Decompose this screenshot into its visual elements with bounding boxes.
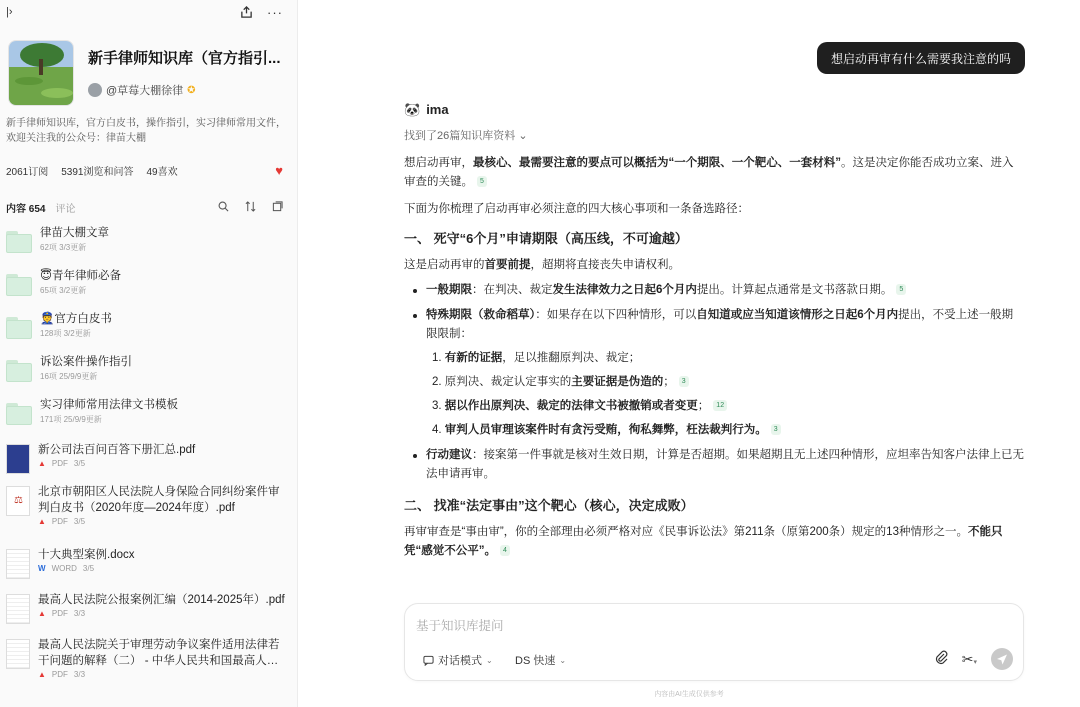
text-bold: 不能只凭“感觉不公平”。 xyxy=(404,526,1003,557)
kb-author[interactable] xyxy=(88,82,289,98)
numbered-list xyxy=(426,349,1024,440)
list-item-folder[interactable] xyxy=(0,311,297,354)
search-icon[interactable] xyxy=(218,201,229,215)
sources-toggle[interactable] xyxy=(404,127,1024,146)
chevron-down-icon: ⌄ xyxy=(518,130,528,142)
section-heading: 二、 找准“法定事由”这个靶心（核心，决定成败） xyxy=(404,498,694,513)
text-bold: 审判人员审理该案件时有贪污受贿，徇私舞弊，枉法裁判行为。 xyxy=(444,424,767,436)
list-item-file[interactable] xyxy=(0,547,297,592)
folder-icon xyxy=(6,317,32,339)
text: ：接案第一件事就是核对生效日期，计算是否超期。如果超期且无上述四种情形，应坦率告知客户法律上已无法申请再审。 xyxy=(426,449,1024,480)
item-title: 诉讼案件操作指引 xyxy=(40,356,132,368)
kb-stats xyxy=(0,146,297,178)
item-title: 北京市朝阳区人民法院人身保险合同纠纷案件审判白皮书（2020年度—2024年度）.pdf xyxy=(38,486,280,514)
kb-description: 新手律师知识库，官方白皮书，操作指引，实习律师常用文件，欢迎关注我的公众号：律苗大棚 xyxy=(6,118,286,144)
bullet-item xyxy=(404,306,1024,440)
text: 。这是决定你能否成功立案、进入审查的关键。 xyxy=(404,157,1014,188)
list-item-folder[interactable] xyxy=(0,397,297,442)
folder-icon xyxy=(6,274,32,296)
more-icon[interactable]: ··· xyxy=(267,4,283,20)
answer-paragraph xyxy=(404,523,1024,561)
send-icon xyxy=(996,653,1008,665)
list-item-file[interactable] xyxy=(0,592,297,637)
scissors-icon[interactable]: ✂▾ xyxy=(961,650,977,667)
chevron-down-icon: ⌄ xyxy=(486,655,493,665)
sort-icon[interactable] xyxy=(245,201,256,215)
text: ，超期将直接丧失申请权利。 xyxy=(530,259,680,271)
sidebar xyxy=(0,0,298,707)
bullet-list xyxy=(404,281,1024,484)
subscriber-count: 2061订阅 xyxy=(6,167,49,178)
text-bold: 一般期限 xyxy=(426,284,472,296)
citation-badge[interactable]: 3 xyxy=(679,376,689,387)
text: ：在判决、裁定 xyxy=(472,284,553,296)
list-item-file[interactable] xyxy=(0,442,297,484)
author-name: @草莓大棚徐律 xyxy=(106,85,184,97)
pdf-icon: ▲ xyxy=(38,609,46,618)
text-bold: 据以作出原判决、裁定的法律文书被撤销或者变更 xyxy=(444,400,698,412)
text: ； xyxy=(663,376,675,388)
text: ，足以推翻原判决、裁定； xyxy=(502,352,641,364)
verified-badge-icon: ✪ xyxy=(187,84,196,96)
tab-content[interactable]: 内容 654 xyxy=(6,204,46,215)
bot-name: ima xyxy=(426,102,449,117)
ai-disclaimer: 内容由AI生成仅供参考 xyxy=(654,691,724,698)
bot-header xyxy=(404,100,1024,119)
pdf-thumbnail xyxy=(6,594,30,624)
chevron-down-icon: ⌄ xyxy=(559,655,567,665)
text: 这是启动再审的 xyxy=(404,259,485,271)
author-avatar xyxy=(88,83,102,97)
pdf-icon: ▲ xyxy=(38,459,46,468)
item-title: 最高人民法院关于审理劳动争议案件适用法律若干问题的解释（二） - 中华人民共和国最高人民 xyxy=(38,639,280,667)
sidebar-topbar xyxy=(0,0,297,24)
text: 2. 原判决、裁定认定事实的 xyxy=(432,376,572,388)
sources-count: 找到了26篇知识库资料 xyxy=(404,130,516,142)
bullet-item xyxy=(404,446,1024,484)
answer-paragraph xyxy=(404,256,1024,275)
answer-paragraph xyxy=(404,154,1024,192)
item-title: 律苗大棚文章 xyxy=(40,227,109,239)
heart-icon[interactable]: ♥ xyxy=(275,163,283,178)
item-type: PDF xyxy=(51,517,68,526)
attachment-icon[interactable] xyxy=(934,649,948,670)
model-label: DS 快速 xyxy=(515,655,556,667)
kb-cover-image xyxy=(8,40,74,106)
item-type: PDF xyxy=(51,459,68,468)
list-item-folder[interactable] xyxy=(0,268,297,311)
list-item xyxy=(432,373,1024,392)
panda-icon: 🐼 xyxy=(404,102,421,117)
folder-icon xyxy=(6,403,32,425)
text: 提出，不受上述一般期限限制： xyxy=(426,309,1014,340)
list-item xyxy=(432,349,1024,368)
text-bold: 最核心、最需要注意的要点可以概括为“一个期限、一个靶心、一套材料” xyxy=(473,157,841,169)
collapse-sidebar-icon[interactable]: |› xyxy=(6,6,13,18)
item-meta: 3/5 xyxy=(73,459,86,468)
text: 3. xyxy=(432,400,445,412)
pdf-thumbnail: ⚖ xyxy=(6,486,30,516)
text: 4. xyxy=(432,424,445,436)
text: 想启动再审， xyxy=(404,157,473,169)
citation-badge[interactable]: 4 xyxy=(500,545,510,556)
question-input-box[interactable] xyxy=(404,603,1024,681)
item-title: 十大典型案例.docx xyxy=(38,549,135,561)
text: 再审审查是“事由审”，你的全部理由必须严格对应《民事诉讼法》第211条（原第200条）规定的13种情形之一。 xyxy=(404,526,968,538)
item-meta: 3/3 xyxy=(73,609,86,618)
content-list xyxy=(0,215,297,697)
text: 1. xyxy=(432,352,445,364)
citation-badge[interactable]: 5 xyxy=(896,284,906,295)
input-tools xyxy=(934,648,1013,670)
folder-icon xyxy=(6,360,32,382)
text-bold: 有新的证据 xyxy=(444,352,503,364)
text: ； xyxy=(697,400,710,412)
item-type: WORD xyxy=(51,564,77,573)
chat-bubble-icon xyxy=(423,655,434,666)
view-count: 5391浏览和问答 xyxy=(61,167,134,178)
list-item-file[interactable] xyxy=(0,484,297,547)
pdf-thumbnail xyxy=(6,444,30,474)
text-bold: 发生法律效力之日起6个月内 xyxy=(552,284,697,296)
list-item xyxy=(432,397,1024,416)
list-item-file[interactable] xyxy=(0,637,297,697)
list-item xyxy=(432,421,1024,440)
user-message: 想启动再审有什么需要我注意的吗 xyxy=(817,42,1025,74)
item-type: PDF xyxy=(51,670,68,679)
content-tabs xyxy=(0,178,297,215)
question-input[interactable]: 基于知识库提问 xyxy=(416,619,504,633)
text-bold: 特殊期限（救命稻草） xyxy=(426,309,536,321)
answer-paragraph: 下面为你梳理了启动再审必须注意的四大核心事项和一条备选路径： xyxy=(404,203,749,215)
bullet-item xyxy=(404,281,1024,300)
pdf-icon: ▲ xyxy=(38,517,46,526)
kb-title: 新手律师知识库（官方指引... xyxy=(88,50,281,67)
share-icon[interactable] xyxy=(240,6,253,19)
mode-selector[interactable] xyxy=(423,648,493,672)
item-meta: 3/3 xyxy=(73,670,86,679)
model-selector[interactable] xyxy=(515,648,566,672)
item-title: 新公司法百问百答下册汇总.pdf xyxy=(38,444,196,456)
tab-comments[interactable]: 评论 xyxy=(55,204,76,215)
item-title: 👮官方白皮书 xyxy=(40,313,112,325)
folder-icon xyxy=(6,231,32,253)
item-meta: 62项 3/3更新 xyxy=(40,243,87,252)
bot-answer xyxy=(404,100,1024,561)
manage-icon[interactable] xyxy=(272,201,283,215)
like-count: 49喜欢 xyxy=(146,167,178,178)
item-meta: 16项 25/9/9更新 xyxy=(40,372,98,381)
item-meta: 128项 3/2更新 xyxy=(40,329,91,338)
mode-label: 对话模式 xyxy=(438,655,482,667)
text-bold: 行动建议 xyxy=(426,449,472,461)
send-button[interactable] xyxy=(991,648,1013,670)
item-title: 实习律师常用法律文书模板 xyxy=(40,399,178,411)
list-item-folder[interactable] xyxy=(0,354,297,397)
citation-badge[interactable]: 5 xyxy=(477,176,487,187)
item-title: 😇青年律师必备 xyxy=(40,270,121,282)
chat-main xyxy=(298,0,1080,707)
citation-badge[interactable]: 12 xyxy=(713,400,727,411)
text-bold: 主要证据是伪造的 xyxy=(571,376,664,388)
pdf-icon: ▲ xyxy=(38,670,46,679)
item-meta: 171项 25/9/9更新 xyxy=(40,415,102,424)
text: ：如果存在以下四种情形，可以 xyxy=(535,309,697,321)
text-bold: 首要前提 xyxy=(484,259,531,271)
list-item-folder[interactable] xyxy=(0,225,297,268)
item-type: PDF xyxy=(51,609,68,618)
knowledge-base-header xyxy=(0,24,297,106)
text: 提出。计算起点通常是文书落款日期。 xyxy=(696,284,893,296)
item-title: 最高人民法院公报案例汇编（2014-2025年）.pdf xyxy=(38,594,285,606)
citation-badge[interactable]: 3 xyxy=(771,424,781,435)
word-thumbnail xyxy=(6,549,30,579)
word-icon: W xyxy=(38,564,46,573)
section-heading: 一、 死守“6个月”申请期限（高压线，不可逾越） xyxy=(404,231,688,246)
item-meta: 65项 3/2更新 xyxy=(40,286,87,295)
item-meta: 3/5 xyxy=(82,564,95,573)
text-bold: 自知道或应当知道该情形之日起6个月内 xyxy=(696,309,899,321)
pdf-thumbnail xyxy=(6,639,30,669)
item-meta: 3/5 xyxy=(73,517,86,526)
